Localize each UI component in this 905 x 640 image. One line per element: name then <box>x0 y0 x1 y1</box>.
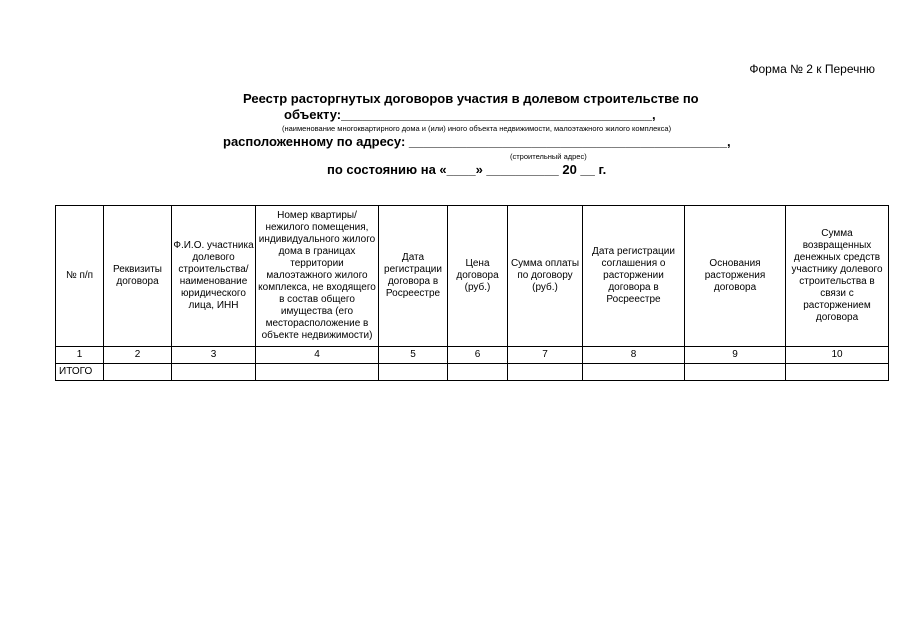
header-cell: Сумма оплаты по договору (руб.) <box>508 206 583 347</box>
header-cell: Номер квартиры/ нежилого помещения, индивидуального жилого дома в границах территории малоэтажного жилого комплекса, не входящего в состав общего имущества (его месторасположение в объекте недвижимости) <box>256 206 379 347</box>
column-number-cell: 8 <box>583 347 685 364</box>
header-cell: № п/п <box>56 206 104 347</box>
header-cell: Основания расторжения договора <box>685 206 786 347</box>
total-cell <box>256 364 379 381</box>
column-number-cell: 10 <box>786 347 889 364</box>
total-label: ИТОГО <box>56 364 104 381</box>
object-caption: (наименование многоквартирного дома и (или) иного объекта недвижимости, малоэтажного жилого комплекса) <box>282 124 672 133</box>
column-number-cell: 6 <box>448 347 508 364</box>
header-cell: Цена договора (руб.) <box>448 206 508 347</box>
header-cell: Сумма возвращенных денежных средств участнику долевого строительства в связи с расторжением договора <box>786 206 889 347</box>
registry-table <box>55 205 889 381</box>
title-line-date: по состоянию на «____» __________ 20 __ г. <box>327 162 607 177</box>
total-cell <box>104 364 172 381</box>
title-line-1: Реестр расторгнутых договоров участия в долевом строительстве по <box>243 91 699 106</box>
total-row <box>56 364 889 381</box>
total-cell <box>786 364 889 381</box>
column-number-cell: 4 <box>256 347 379 364</box>
header-cell: Ф.И.О. участника долевого строительства/ наименование юридического лица, ИНН <box>172 206 256 347</box>
title-line-object: объекту:___________________________________________, <box>284 107 656 122</box>
column-number-cell: 3 <box>172 347 256 364</box>
total-cell <box>508 364 583 381</box>
title-line-address: расположенному по адресу: ____________________________________________, <box>223 134 731 149</box>
header-cell: Дата регистрации соглашения о расторжении договора в Росреестре <box>583 206 685 347</box>
total-cell <box>448 364 508 381</box>
address-caption: (строительный адрес) <box>510 152 587 161</box>
column-number-cell: 9 <box>685 347 786 364</box>
header-cell: Реквизиты договора <box>104 206 172 347</box>
column-number-cell: 7 <box>508 347 583 364</box>
column-number-cell: 1 <box>56 347 104 364</box>
header-cell: Дата регистрации договора в Росреестре <box>379 206 448 347</box>
total-cell <box>583 364 685 381</box>
column-number-row <box>56 347 889 364</box>
total-cell <box>172 364 256 381</box>
header-row <box>56 206 889 347</box>
form-number: Форма № 2 к Перечню <box>749 62 875 76</box>
column-number-cell: 2 <box>104 347 172 364</box>
column-number-cell: 5 <box>379 347 448 364</box>
total-cell <box>379 364 448 381</box>
total-cell <box>685 364 786 381</box>
